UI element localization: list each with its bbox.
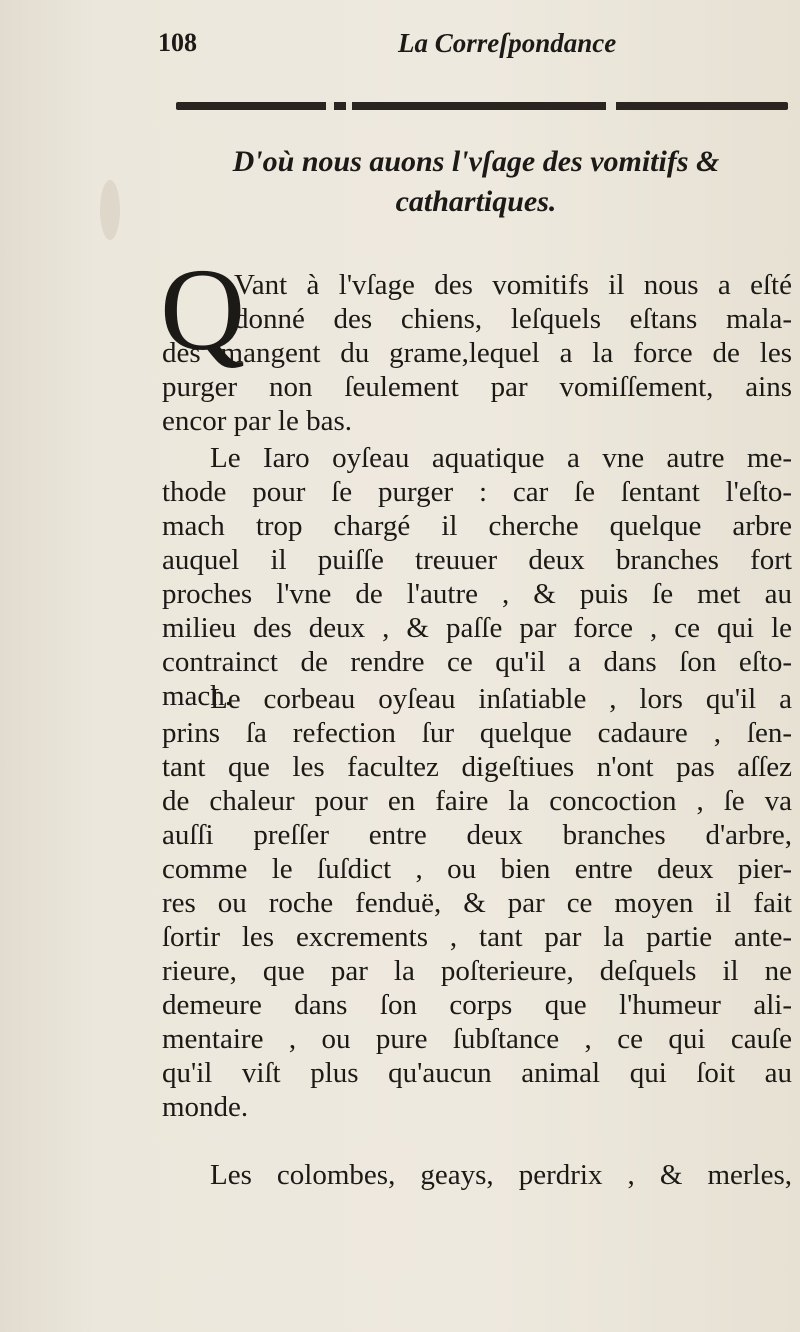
text-line: purger non ſeulement par vomiſſement, ains — [162, 371, 792, 403]
paragraph-2 — [162, 441, 792, 713]
text-line: Le Iaro oyſeau aquatique a vne autre me- — [210, 442, 792, 474]
text-line: contrainct de rendre ce qu'il a dans ſon eſto- — [162, 646, 792, 678]
text-line: auquel il puiſſe treuuer deux branches fort — [162, 544, 792, 576]
text-line: de chaleur pour en faire la concoction , ſe va — [162, 785, 792, 817]
text-line: tant que les facultez digeſtiues n'ont pas aſſez — [162, 751, 792, 783]
page-number: 108 — [158, 28, 197, 57]
heading-line-1: D'où nous auons l'vſage des vomitifs & — [232, 145, 720, 178]
text-line: mach. — [162, 680, 233, 712]
paragraph-4 — [162, 1158, 792, 1192]
text-line: ſortir les excrements , tant par la partie ante- — [162, 921, 792, 953]
drop-capital: Q — [160, 244, 246, 375]
text-line: encor par le bas. — [162, 405, 353, 437]
text-line: Les colombes, geays, perdrix , & merles, — [210, 1159, 792, 1191]
ornamental-rule — [176, 102, 788, 110]
text-line: rieure, que par la poſterieure, deſquels il ne — [162, 955, 792, 987]
text-line: proches l'vne de l'autre , & puis ſe met au — [162, 578, 792, 610]
text-line: demeure dans ſon corps que l'humeur ali- — [162, 989, 792, 1021]
text-line: mach trop chargé il cherche quelque arbre — [162, 510, 792, 542]
text-line: mentaire , ou pure ſubſtance , ce qui cauſe — [162, 1023, 792, 1055]
section-heading — [176, 142, 776, 222]
text-line: des mangent du grame,lequel a la force de les — [162, 337, 792, 369]
text-line: res ou roche fenduë, & par ce moyen il fait — [162, 887, 792, 919]
paragraph-3 — [162, 682, 792, 1124]
text-line: prins ſa refection ſur quelque cadaure , ſen- — [162, 717, 792, 749]
heading-line-2: cathartiques. — [395, 185, 557, 218]
text-line: milieu des deux , & paſſe par force , ce qui le — [162, 612, 792, 644]
text-line: comme le ſuſdict , ou bien entre deux pier- — [162, 853, 792, 885]
running-head — [158, 28, 760, 68]
paragraph-1 — [162, 268, 792, 438]
text-line: auſſi preſſer entre deux branches d'arbre, — [162, 819, 792, 851]
text-line: monde. — [162, 1091, 249, 1123]
text-line: thode pour ſe purger : car ſe ſentant l'eſto- — [162, 476, 792, 508]
text-line: Vant à l'vſage des vomitifs il nous a eſté — [234, 269, 792, 301]
text-line: qu'il viſt plus qu'aucun animal qui ſoit au — [162, 1057, 792, 1089]
text-line: Le corbeau oyſeau inſatiable , lors qu'il a — [210, 683, 792, 715]
running-title: La Correſpondance — [398, 28, 617, 58]
text-line: donné des chiens, leſquels eſtans mala- — [234, 303, 792, 335]
